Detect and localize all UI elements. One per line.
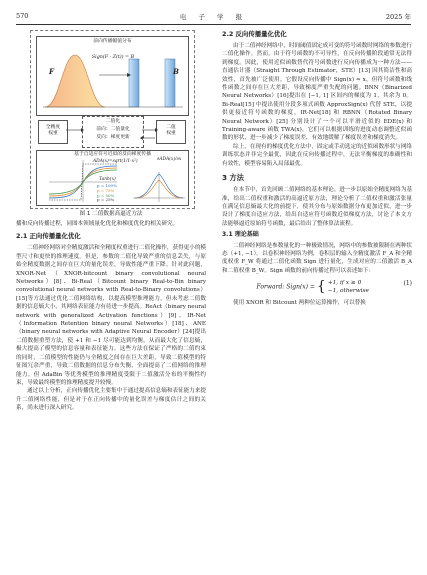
paragraph: 在本节中，首先回顾二值网络的基本理论。进一步以原始全精度网络为基准，给出二值权重和激活的高逼近原方法，理论分析了二值权重和激活张量在满足信息熵最大化的前提下，使其分布与原始数据分布更加近似，进一步设计了梯度自适应方法，给出自适应符号函数近似梯度方法，讨论了本文方法能够逼近原始符号函数，最后给出了整体算法流程。 [222, 187, 413, 227]
paragraph: 二值神经网络对全精度激活和全精度权重进行二值化操作，获得更小的模型尺寸和更快的推理速度。但是，参数的二值化导致严重的信息丢失，与原始全精度数据之间存在巨大的量化误差，导致性能严重下降。针对此问题，XNOR-Net（XNOR-bitcount binary convolutional neural Networks）[8]、Bi-Real（Bitcount binary Real-to-Bin binary convolutional neural networks with Real-to-Binary convolutions）[15]等方法通过优化二值网络结构，以提高模型推理能力，但未考虑二值数据的信息熵大小，其网络表征能力有待进一步提高。ReAct（binary neural network with generalized Activation functions）[9]、IR-Net（Information Retention binary neural Networks）[18]、ANE（binary neural networks with Adaptive Neural Encoder）[24]提出二值数据重塑方法，使 +1 和 −1 尽可能达到均衡，从而最大化了信息熵，极大提高了模型的信息容量和表征能力。这些方法在保证了严格的二值约束的同时，二值模型的性能仍与全精度之间存在巨大差距，导致二值模型的特征图冗余严重，导致二值数据的信息分布失衡，全面提高了二值网络的推理能力。但 AdaBin 等优秀模型的推理精度受限于二值激活分布的平衡性约束，导致最终模型的推理精度提升较慢。 [16, 245, 207, 386]
paragraph: 播和反向传播过程，同图本领域量化优化和梯度优化的相关研究。 [16, 221, 179, 227]
backward-gradient-panel: 基于自适应符号近似的反向梯度传播 ADA(x)=sqrt(1/1-x²) Tanh(x) ∂ADA(x)/∂x p = 100% p = 75% p = 50% p = 25% [36, 150, 189, 206]
paragraph: 由于二值神经网络中，时间阈值固定成可变的符号函数时网络的参数进行二值化操作。然而，由于符号函数的不可导性，在反向传播阶段通常无法得到梯度。因此，使用近似函数替代符号函数进行反向传播成为一种方法——直通估计器（Straight Through Estimator，STE）[13] 因其简洁性和高效性，首先被广泛使用。它假设反向传播中 Sign(x) ≈ x，但符号函数和线性函数之间存在巨大差距，导致梯度严重失配的问题。BNN（Binarized Neural Networks）[16]提出在 [−1, 1] 区间内的梯度为 1，其余为 0。Bi-Real[15] 中提出使用分段多项式函数 ApproxSign(x) 代替 STE，以提供更接近符号函数的梯度。IR-Net[18] 和 RBNN（Rotated Binary Neural Network）[25] 分别设计了一个可以平滑近似的 EDE(x) 和 Training-aware 函数 TWA(x)，它们可以根据训练的进度动态调整近似函数的形状，进一步减少了梯度误差，有效地缓解了梯度误差和梯度消失。 [222, 43, 413, 142]
paragraph: 通过以上分析，正向传播优化主要集中于通过提高信息熵和表征能力来提升二值网络性能，但是对于在正向传播中的量化误差与梯度估计之间的关系，尚未进行深入研究。 [16, 388, 207, 412]
journal-name: 电 子 学 报 [179, 13, 248, 21]
equation-1: Forward: Sign(x) = { +1, if x ≥ 0 −1, otherwise (1) [256, 278, 412, 295]
figure-1 [16, 30, 206, 220]
forward-distribution-panel [36, 36, 189, 116]
top-box-title: 前向传播幅值分布 [93, 39, 132, 44]
b-label: B [173, 67, 179, 76]
section-heading: 2.2 反向传播量化优化 [222, 30, 287, 38]
equation-number: (1) [403, 280, 412, 288]
figure-caption: 图 1 二值数据高逼近方法 [79, 211, 143, 217]
publication-year: 2025 年 [385, 13, 411, 21]
paragraph: 使用 XNOR 和 Bitcount 两种位运算操作，可以替换 [233, 300, 366, 307]
full-precision-weight-box: 全精度 权重 [38, 120, 68, 144]
page-number: 570 [16, 12, 29, 20]
quantize-update-box: 二值化 前向：二值量化 反向：梯度更新 [82, 116, 144, 148]
section-heading: 3 方法 [222, 173, 244, 183]
page-header [16, 10, 411, 25]
curve-legend: p = 100% p = 75% p = 50% p = 25% [97, 183, 117, 203]
subsection-heading: 3.1 理论基础 [222, 231, 259, 239]
binary-weight-box: 二值 权重 [156, 120, 186, 144]
f-label: F [49, 67, 54, 76]
paragraph: 二值神经网络是参数量化的一种极致情况，网络中的参数被限制在两种状态（+1, −1）。以卷积神经网络为例，卷积层的输入全精度激活 F_A 和全精度权重 F_W 将通过二值化函数 Sign 进行量化，生成对应的二值激活 B_A 和二值权重 B_W。Sign 函数的前向传播过程可以表述如下： [222, 242, 413, 274]
bottom-box-title: 基于自适应符号近似的反向梯度传播 [74, 152, 151, 157]
left-column [16, 30, 206, 413]
sign-equation: Sign(F · Z(t)) = B [91, 55, 135, 60]
right-column [222, 30, 412, 308]
paragraph: 综上，在现有的梯度优化方法中，固定或手动选定的近似函数形状与网络训练状态并非完全最优，因此在反向传播过程中，无法平衡梯度的准确性和有效性，模型容易陷入局部最优。 [222, 143, 413, 167]
section-heading: 2.1 正向传播量化优化 [16, 232, 81, 241]
